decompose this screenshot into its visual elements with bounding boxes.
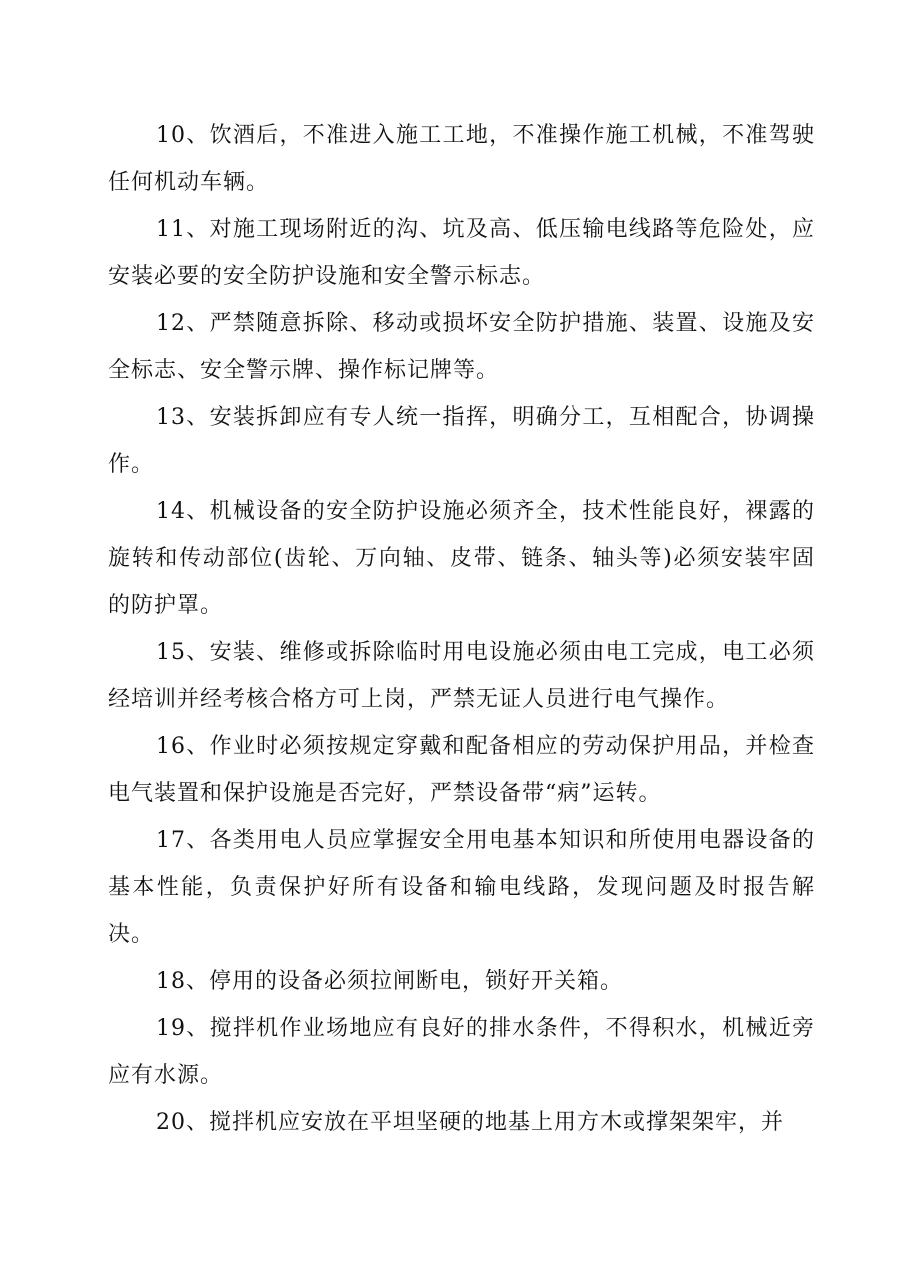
list-item: 18、停用的设备必须拉闸断电，锁好开关箱。 (156, 969, 623, 994)
list-item: 17、各类用电人员应掌握安全用电基本知识和所使用电器设备的基本性能，负责保护好所有设备和输电线路，发现问题及时报告解决。 (108, 828, 815, 947)
list-item: 12、严禁随意拆除、移动或损坏安全防护措施、装置、设施及安全标志、安全警示牌、操作标记牌等。 (108, 311, 815, 383)
list-item: 15、安装、维修或拆除临时用电设施必须由电工完成，电工必须经培训并经考核合格方可上岗，严禁无证人员进行电气操作。 (108, 640, 815, 712)
list-item: 11、对施工现场附近的沟、坑及高、低压输电线路等危险处，应安装必要的安全防护设施和安全警示标志。 (108, 217, 815, 289)
list-item: 20、搅拌机应安放在平坦坚硬的地基上用方木或撑架架牢，并 (156, 1110, 784, 1135)
document-body (108, 112, 815, 1146)
list-item: 19、搅拌机作业场地应有良好的排水条件，不得积水，机械近旁应有水源。 (108, 1016, 815, 1088)
list-item: 10、饮酒后，不准进入施工工地，不准操作施工机械，不准驾驶任何机动车辆。 (108, 123, 815, 195)
list-item: 13、安装拆卸应有专人统一指挥，明确分工，互相配合，协调操作。 (108, 405, 815, 477)
list-item: 14、机械设备的安全防护设施必须齐全，技术性能良好，裸露的旋转和传动部位(齿轮、万向轴、皮带、链条、轴头等)必须安装牢固的防护罩。 (108, 499, 815, 618)
list-item: 16、作业时必须按规定穿戴和配备相应的劳动保护用品，并检查电气装置和保护设施是否完好，严禁设备带“病”运转。 (108, 734, 815, 806)
